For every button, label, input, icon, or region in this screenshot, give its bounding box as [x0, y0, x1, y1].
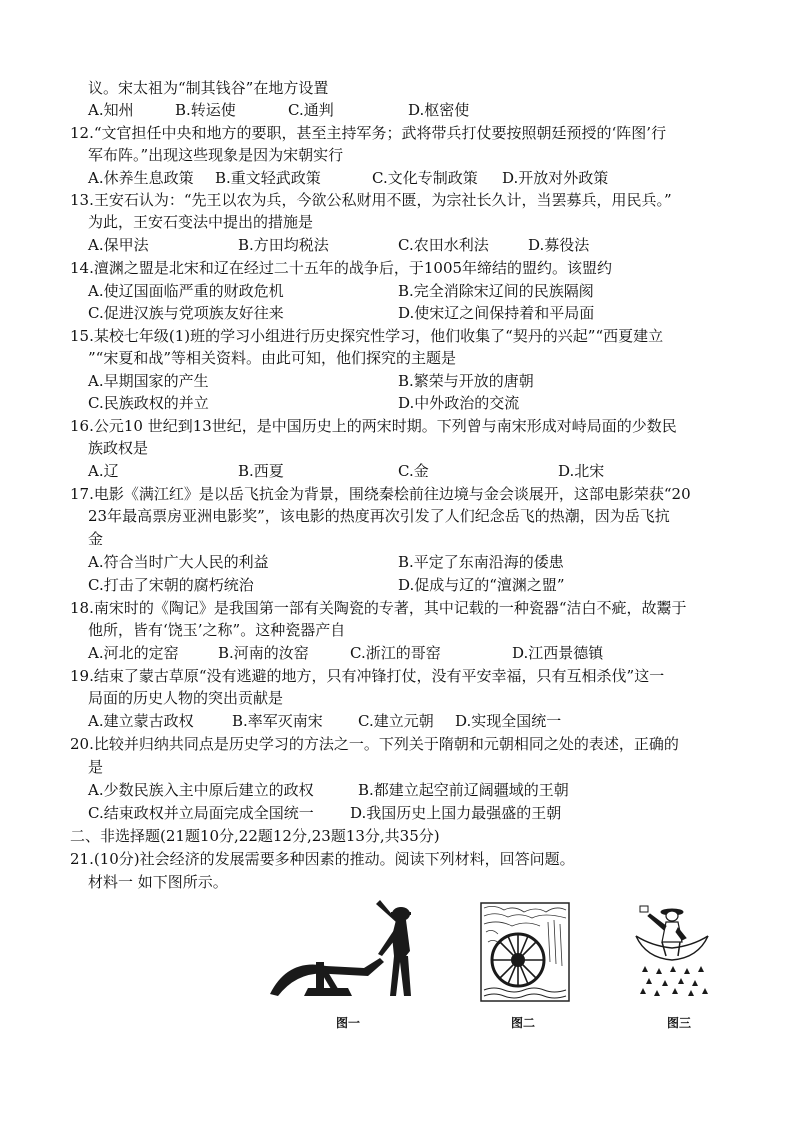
- figure-2-caption: 图二: [511, 1016, 536, 1030]
- q19-stem-line1: 19.结束了蒙古草原“没有逃避的地方，只有冲锋打仗，没有平安幸福，只有互相杀伐”这一: [70, 667, 665, 685]
- q17-option-b: B.平定了东南沿海的倭患: [398, 553, 564, 571]
- q13-option-d: D.募役法: [528, 236, 590, 254]
- figure-1-plow-illustration: [268, 896, 418, 1004]
- q20-option-c: C.结束政权并立局面完成全国统一: [88, 804, 314, 822]
- q18-option-d: D.江西景德镇: [512, 644, 604, 662]
- q11-option-a: A.知州: [88, 101, 134, 119]
- q19-option-a: A.建立蒙古政权: [88, 712, 194, 730]
- q12-option-b: B.重文轻武政策: [215, 169, 321, 187]
- q20-stem-line2: 是: [88, 758, 104, 776]
- q11-option-d: D.枢密使: [408, 101, 470, 119]
- q12-option-c: C.文化专制政策: [372, 169, 478, 187]
- q18-option-c: C.浙江的哥窑: [350, 644, 441, 662]
- q18-stem-line1: 18.南宋时的《陶记》是我国第一部有关陶瓷的专著，其中记载的一种瓷器“洁白不疵，故鬻于: [70, 599, 687, 617]
- q17-stem-line2: 23年最高票房亚洲电影奖”，该电影的热度再次引发了人们纪念岳飞的热潮，因为岳飞抗: [88, 507, 670, 525]
- q15-option-a: A.早期国家的产生: [88, 372, 209, 390]
- q20-option-b: B.都建立起空前辽阔疆域的王朝: [358, 781, 569, 799]
- person-icon: [640, 906, 686, 942]
- figure-1-caption: 图一: [336, 1016, 361, 1030]
- q16-stem-line1: 16.公元10 世纪到13世纪，是中国历史上的两宋时期。下列曾与南宋形成对峙局面的少数民: [70, 417, 677, 435]
- q19-stem-line2: 局面的历史人物的突出贡献是: [88, 689, 284, 707]
- q15-option-d: D.中外政治的交流: [398, 394, 520, 412]
- q13-option-c: C.农田水利法: [398, 236, 489, 254]
- q16-stem-line2: 族政权是: [88, 439, 149, 457]
- q12-option-d: D.开放对外政策: [502, 169, 609, 187]
- q14-option-d: D.使宋辽之间保持着和平局面: [398, 304, 595, 322]
- water-wheel-icon: [492, 934, 544, 986]
- q16-option-c: C.金: [398, 462, 429, 480]
- q19-option-c: C.建立元朝: [358, 712, 434, 730]
- q13-option-b: B.方田均税法: [238, 236, 329, 254]
- q17-option-d: D.促成与辽的“澶渊之盟”: [398, 576, 565, 594]
- q18-option-a: A.河北的定窑: [88, 644, 179, 662]
- q16-option-a: A.辽: [88, 462, 119, 480]
- q18-stem-line2: 他所，皆有‘饶玉’之称”。这种瓷器产自: [88, 621, 346, 639]
- q20-option-d: D.我国历史上国力最强盛的王朝: [350, 804, 562, 822]
- q12-option-a: A.休养生息政策: [88, 169, 194, 187]
- q15-stem-line2: ”“宋夏和战”等相关资料。由此可知，他们探究的主题是: [88, 349, 457, 367]
- q19-option-d: D.实现全国统一: [455, 712, 562, 730]
- q18-option-b: B.河南的汝窑: [218, 644, 309, 662]
- q13-stem-line2: 为此，王安石变法中提出的措施是: [88, 213, 314, 231]
- q12-stem-line2: 军布阵。”出现这些现象是因为宋朝实行: [88, 146, 344, 164]
- q11-option-c: C.通判: [288, 101, 334, 119]
- q17-option-c: C.打击了宋朝的腐朽统治: [88, 576, 254, 594]
- q19-option-b: B.率军灭南宋: [232, 712, 323, 730]
- q14-option-a: A.使辽国面临严重的财政危机: [88, 282, 284, 300]
- q12-stem-line1: 12.“文官担任中央和地方的要职，甚至主持军务；武将带兵打仗要按照朝廷预授的‘阵图’行: [70, 124, 667, 142]
- plow-icon: [270, 958, 384, 996]
- seedlings-icon: [640, 966, 708, 996]
- q15-option-c: C.民族政权的并立: [88, 394, 209, 412]
- q13-stem-line1: 13.王安石认为：“先王以农为兵，今欲公私财用不匮，为宗社长久计，当罢募兵，用民兵。”: [70, 191, 672, 209]
- q15-stem-line1: 15.某校七年级(1)班的学习小组进行历史探究性学习，他们收集了“契丹的兴起”“西夏建立: [70, 327, 664, 345]
- q15-option-b: B.繁荣与开放的唐朝: [398, 372, 534, 390]
- q17-stem-line1: 17.电影《满江红》是以岳飞抗金为背景，围绕秦桧前往边境与金会谈展开，这部电影荣获“20: [70, 485, 691, 503]
- q21-stem-line1: 21.(10分)社会经济的发展需要多种因素的推动。阅读下列材料，回答问题。: [70, 850, 575, 868]
- farmer-icon: [376, 900, 411, 996]
- figure-3-caption: 图三: [667, 1016, 692, 1030]
- q20-stem-line1: 20.比较并归纳共同点是历史学习的方法之一。下列关于隋朝和元朝相同之处的表述，正确的: [70, 735, 679, 753]
- q11-option-b: B.转运使: [175, 101, 236, 119]
- q21-material1: 材料一 如下图所示。: [88, 873, 228, 891]
- q16-option-d: D.北宋: [558, 462, 605, 480]
- q14-option-b: B.完全消除宋辽间的民族隔阂: [398, 282, 594, 300]
- q13-option-a: A.保甲法: [88, 236, 149, 254]
- q11-continuation: 议。宋太祖为“制其钱谷”在地方设置: [88, 79, 329, 97]
- figure-3-seedling-boat-illustration: [632, 896, 712, 1002]
- q14-stem-line1: 14.澶渊之盟是北宋和辽在经过二十五年的战争后，于1005年缔结的盟约。该盟约: [70, 259, 613, 277]
- section-heading: 二、非选择题(21题10分,22题12分,23题13分,共35分): [70, 827, 440, 845]
- q20-option-a: A.少数民族入主中原后建立的政权: [88, 781, 314, 799]
- q17-stem-line3: 金: [88, 530, 104, 548]
- figure-2-waterwheel-illustration: [480, 902, 570, 1002]
- q16-option-b: B.西夏: [238, 462, 284, 480]
- q17-option-a: A.符合当时广大人民的利益: [88, 553, 269, 571]
- q14-option-c: C.促进汉族与党项族友好往来: [88, 304, 284, 322]
